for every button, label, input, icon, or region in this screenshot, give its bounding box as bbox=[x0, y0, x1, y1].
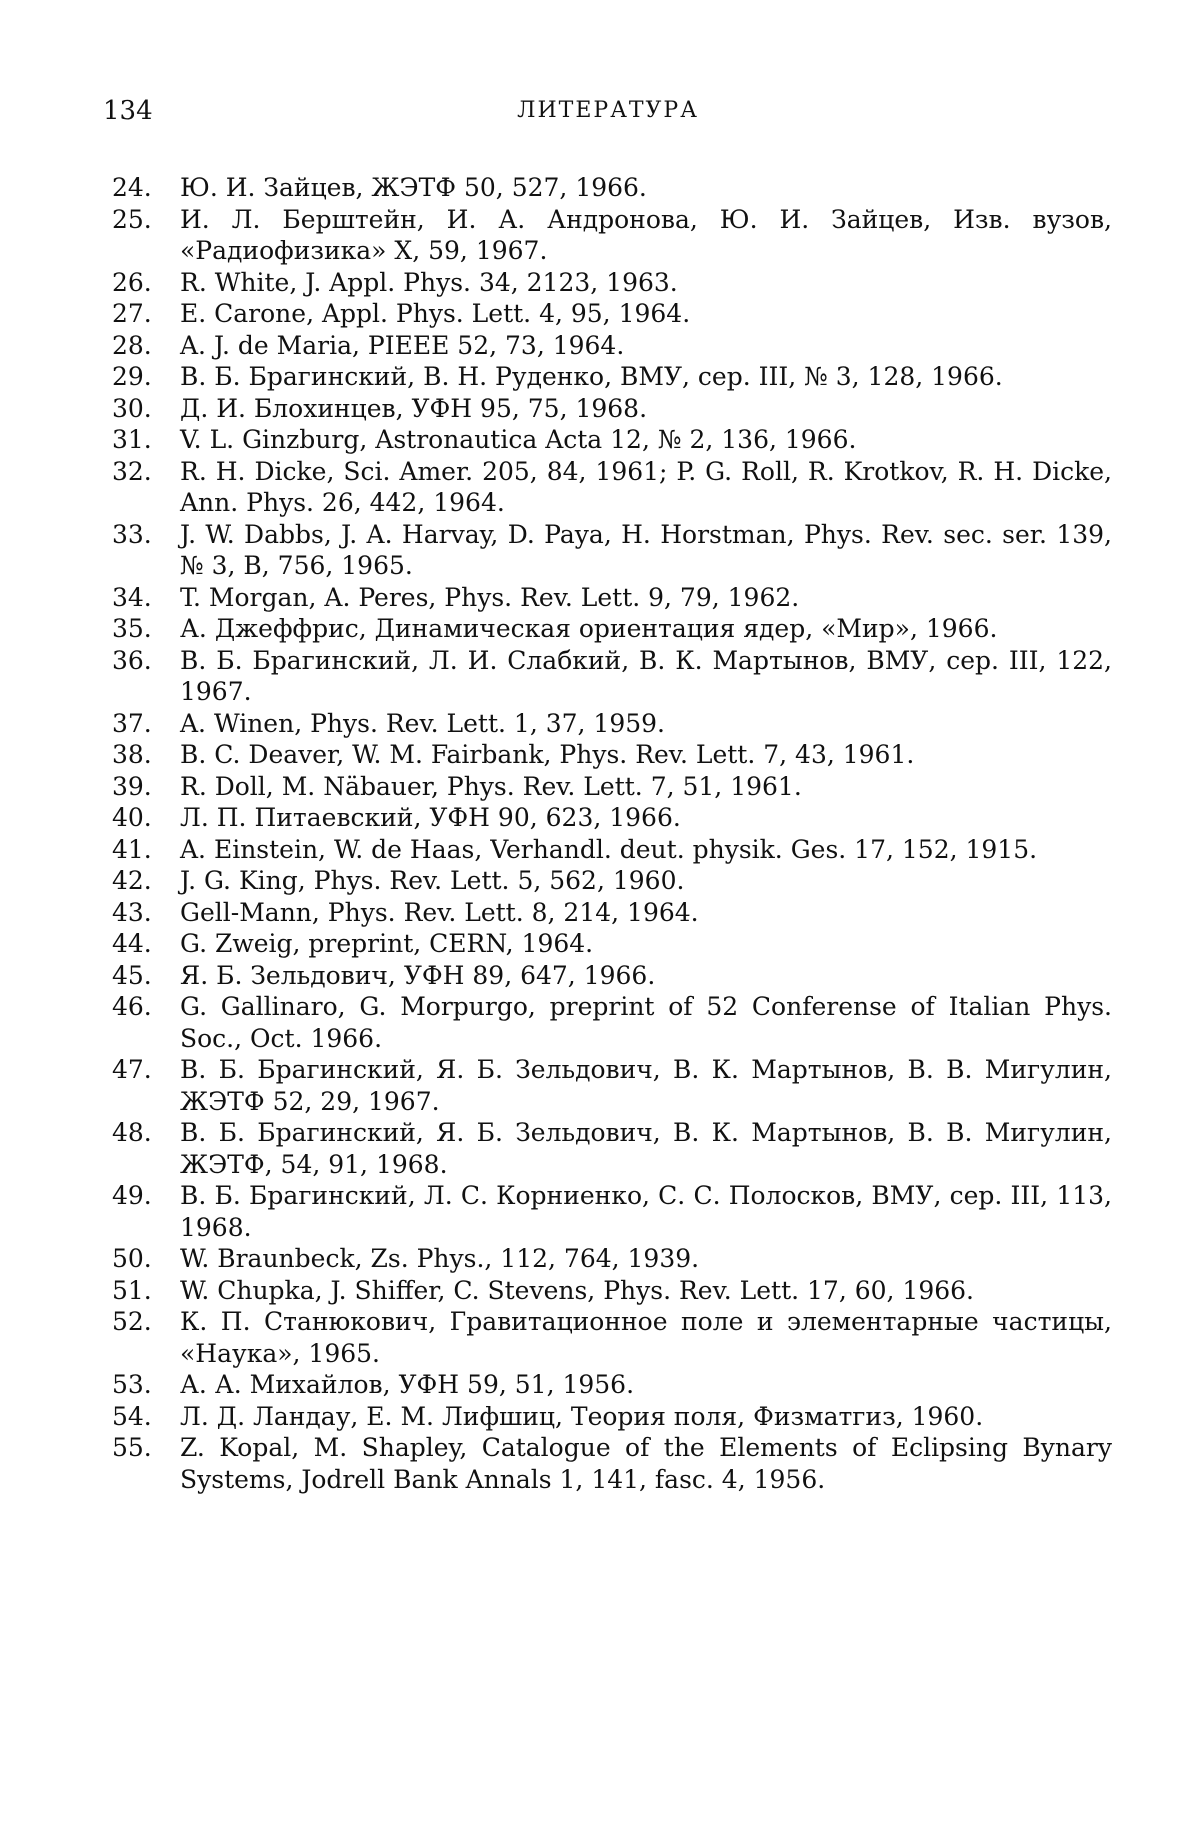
reference-text: Л. П. Питаевский, УФН 90, 623, 1966. bbox=[180, 803, 681, 832]
reference-number: 34. bbox=[112, 582, 152, 612]
reference-entry bbox=[112, 1117, 1112, 1180]
reference-text: A. J. de Maria, PIEEE 52, 73, 1964. bbox=[180, 330, 625, 360]
reference-text: E. Carone, Appl. Phys. Lett. 4, 95, 1964. bbox=[180, 299, 691, 328]
reference-number: 29. bbox=[112, 362, 152, 391]
reference-list bbox=[112, 172, 1112, 1495]
reference-text: G. Gallinaro, G. Morpurgo, preprint of 52 Conferense of Italian Phys. Soc., Oct. 1966. bbox=[180, 992, 1112, 1053]
reference-entry bbox=[112, 1369, 1112, 1401]
reference-entry bbox=[112, 1180, 1112, 1243]
reference-entry bbox=[112, 1054, 1112, 1117]
reference-number: 44. bbox=[112, 929, 152, 958]
reference-text: Д. И. Блохинцев, УФН 95, 75, 1968. bbox=[180, 393, 648, 423]
reference-number: 39. bbox=[112, 771, 152, 801]
page-number: 134 bbox=[103, 96, 153, 126]
reference-text: Я. Б. Зельдович, УФН 89, 647, 1966. bbox=[180, 960, 656, 990]
reference-entry bbox=[112, 172, 1112, 204]
reference-text: А. Джеффрис, Динамическая ориентация ядер, «Мир», 1966. bbox=[180, 614, 998, 643]
reference-entry bbox=[112, 204, 1112, 267]
reference-text: В. Б. Брагинский, Л. И. Слабкий, В. К. Мартынов, ВМУ, сер. III, 122, 1967. bbox=[180, 645, 1112, 706]
reference-entry bbox=[112, 739, 1112, 771]
reference-text: R. H. Dicke, Sci. Amer. 205, 84, 1961; P. G. Roll, R. Krotkov, R. H. Dicke, Ann. Phys. 26, 442, 1964. bbox=[180, 456, 1112, 517]
reference-number: 45. bbox=[112, 960, 152, 990]
reference-entry bbox=[112, 708, 1112, 740]
reference-text: G. Zweig, preprint, CERN, 1964. bbox=[180, 929, 594, 958]
reference-entry bbox=[112, 361, 1112, 393]
reference-text: V. L. Ginzburg, Astronautica Acta 12, № 2, 136, 1966. bbox=[180, 425, 857, 454]
reference-text: B. C. Deaver, W. M. Fairbank, Phys. Rev. Lett. 7, 43, 1961. bbox=[180, 740, 915, 769]
reference-number: 46. bbox=[112, 992, 152, 1021]
reference-entry bbox=[112, 393, 1112, 425]
reference-entry bbox=[112, 298, 1112, 330]
reference-number: 36. bbox=[112, 645, 152, 675]
reference-number: 41. bbox=[112, 834, 152, 864]
reference-number: 47. bbox=[112, 1055, 152, 1084]
reference-entry bbox=[112, 613, 1112, 645]
reference-entry bbox=[112, 1243, 1112, 1275]
reference-text: И. Л. Берштейн, И. А. Андронова, Ю. И. Зайцев, Изв. вузов, «Радиофизика» X, 59, 1967. bbox=[180, 204, 1112, 265]
reference-number: 48. bbox=[112, 1118, 152, 1147]
reference-number: 28. bbox=[112, 330, 152, 360]
reference-number: 35. bbox=[112, 614, 152, 643]
reference-text: Ю. И. Зайцев, ЖЭТФ 50, 527, 1966. bbox=[180, 173, 647, 202]
reference-number: 33. bbox=[112, 519, 152, 549]
reference-text: Gell-Mann, Phys. Rev. Lett. 8, 214, 1964. bbox=[180, 897, 699, 927]
reference-entry bbox=[112, 991, 1112, 1054]
reference-text: W. Chupka, J. Shiffer, C. Stevens, Phys. Rev. Lett. 17, 60, 1966. bbox=[180, 1275, 974, 1305]
reference-text: В. Б. Брагинский, В. Н. Руденко, ВМУ, сер. III, № 3, 128, 1966. bbox=[180, 362, 1003, 391]
reference-text: J. W. Dabbs, J. A. Harvay, D. Paya, H. Horstman, Phys. Rev. sec. ser. 139, № 3, B, 756, 1965. bbox=[180, 519, 1112, 580]
reference-number: 50. bbox=[112, 1244, 152, 1273]
reference-number: 49. bbox=[112, 1181, 152, 1210]
reference-entry bbox=[112, 267, 1112, 299]
reference-entry bbox=[112, 802, 1112, 834]
reference-text: R. White, J. Appl. Phys. 34, 2123, 1963. bbox=[180, 267, 678, 297]
reference-text: T. Morgan, A. Peres, Phys. Rev. Lett. 9, 79, 1962. bbox=[180, 582, 800, 612]
reference-text: Л. Д. Ландау, Е. М. Лифшиц, Теория поля, Физматгиз, 1960. bbox=[180, 1401, 984, 1431]
reference-text: R. Doll, M. Näbauer, Phys. Rev. Lett. 7, 51, 1961. bbox=[180, 771, 802, 801]
reference-text: Z. Kopal, M. Shapley, Catalogue of the Elements of Eclipsing Bynary Systems, Jodrell Bank Annals 1, 141, fasc. 4, 1956. bbox=[180, 1433, 1112, 1494]
reference-text: К. П. Станюкович, Гравитационное поле и элементарные частицы, «Наука», 1965. bbox=[180, 1307, 1112, 1368]
reference-number: 27. bbox=[112, 299, 152, 328]
reference-entry bbox=[112, 330, 1112, 362]
reference-number: 31. bbox=[112, 425, 152, 454]
reference-entry bbox=[112, 960, 1112, 992]
reference-number: 42. bbox=[112, 866, 152, 895]
reference-text: A. Einstein, W. de Haas, Verhandl. deut. physik. Ges. 17, 152, 1915. bbox=[180, 834, 1038, 864]
running-title: ЛИТЕРАТУРА bbox=[517, 98, 699, 123]
reference-entry bbox=[112, 582, 1112, 614]
reference-entry bbox=[112, 928, 1112, 960]
reference-number: 24. bbox=[112, 173, 152, 202]
reference-entry bbox=[112, 424, 1112, 456]
reference-text: В. Б. Брагинский, Я. Б. Зельдович, В. К. Мартынов, В. В. Мигулин, ЖЭТФ 52, 29, 1967. bbox=[180, 1055, 1112, 1116]
reference-entry bbox=[112, 1401, 1112, 1433]
page-header bbox=[103, 96, 1113, 136]
reference-number: 43. bbox=[112, 897, 152, 927]
reference-number: 52. bbox=[112, 1307, 152, 1336]
reference-number: 53. bbox=[112, 1370, 152, 1399]
reference-text: W. Braunbeck, Zs. Phys., 112, 764, 1939. bbox=[180, 1244, 700, 1273]
reference-entry bbox=[112, 834, 1112, 866]
reference-number: 26. bbox=[112, 267, 152, 297]
reference-number: 25. bbox=[112, 204, 152, 234]
reference-number: 30. bbox=[112, 393, 152, 423]
reference-entry bbox=[112, 897, 1112, 929]
reference-number: 38. bbox=[112, 740, 152, 769]
reference-number: 32. bbox=[112, 456, 152, 486]
reference-entry bbox=[112, 1432, 1112, 1495]
reference-number: 54. bbox=[112, 1401, 152, 1431]
reference-number: 55. bbox=[112, 1433, 152, 1462]
reference-number: 40. bbox=[112, 803, 152, 832]
reference-text: A. Winen, Phys. Rev. Lett. 1, 37, 1959. bbox=[180, 708, 665, 738]
reference-text: J. G. King, Phys. Rev. Lett. 5, 562, 1960. bbox=[180, 866, 685, 895]
reference-entry bbox=[112, 456, 1112, 519]
reference-text: В. Б. Брагинский, Я. Б. Зельдович, В. К. Мартынов, В. В. Мигулин, ЖЭТФ, 54, 91, 1968. bbox=[180, 1118, 1112, 1179]
reference-entry bbox=[112, 519, 1112, 582]
reference-entry bbox=[112, 645, 1112, 708]
reference-number: 51. bbox=[112, 1275, 152, 1305]
reference-number: 37. bbox=[112, 708, 152, 738]
reference-text: А. А. Михайлов, УФН 59, 51, 1956. bbox=[180, 1370, 635, 1399]
reference-entry bbox=[112, 865, 1112, 897]
reference-text: В. Б. Брагинский, Л. С. Корниенко, С. С. Полосков, ВМУ, сер. III, 113, 1968. bbox=[180, 1181, 1112, 1242]
reference-entry bbox=[112, 1275, 1112, 1307]
reference-entry bbox=[112, 771, 1112, 803]
reference-entry bbox=[112, 1306, 1112, 1369]
